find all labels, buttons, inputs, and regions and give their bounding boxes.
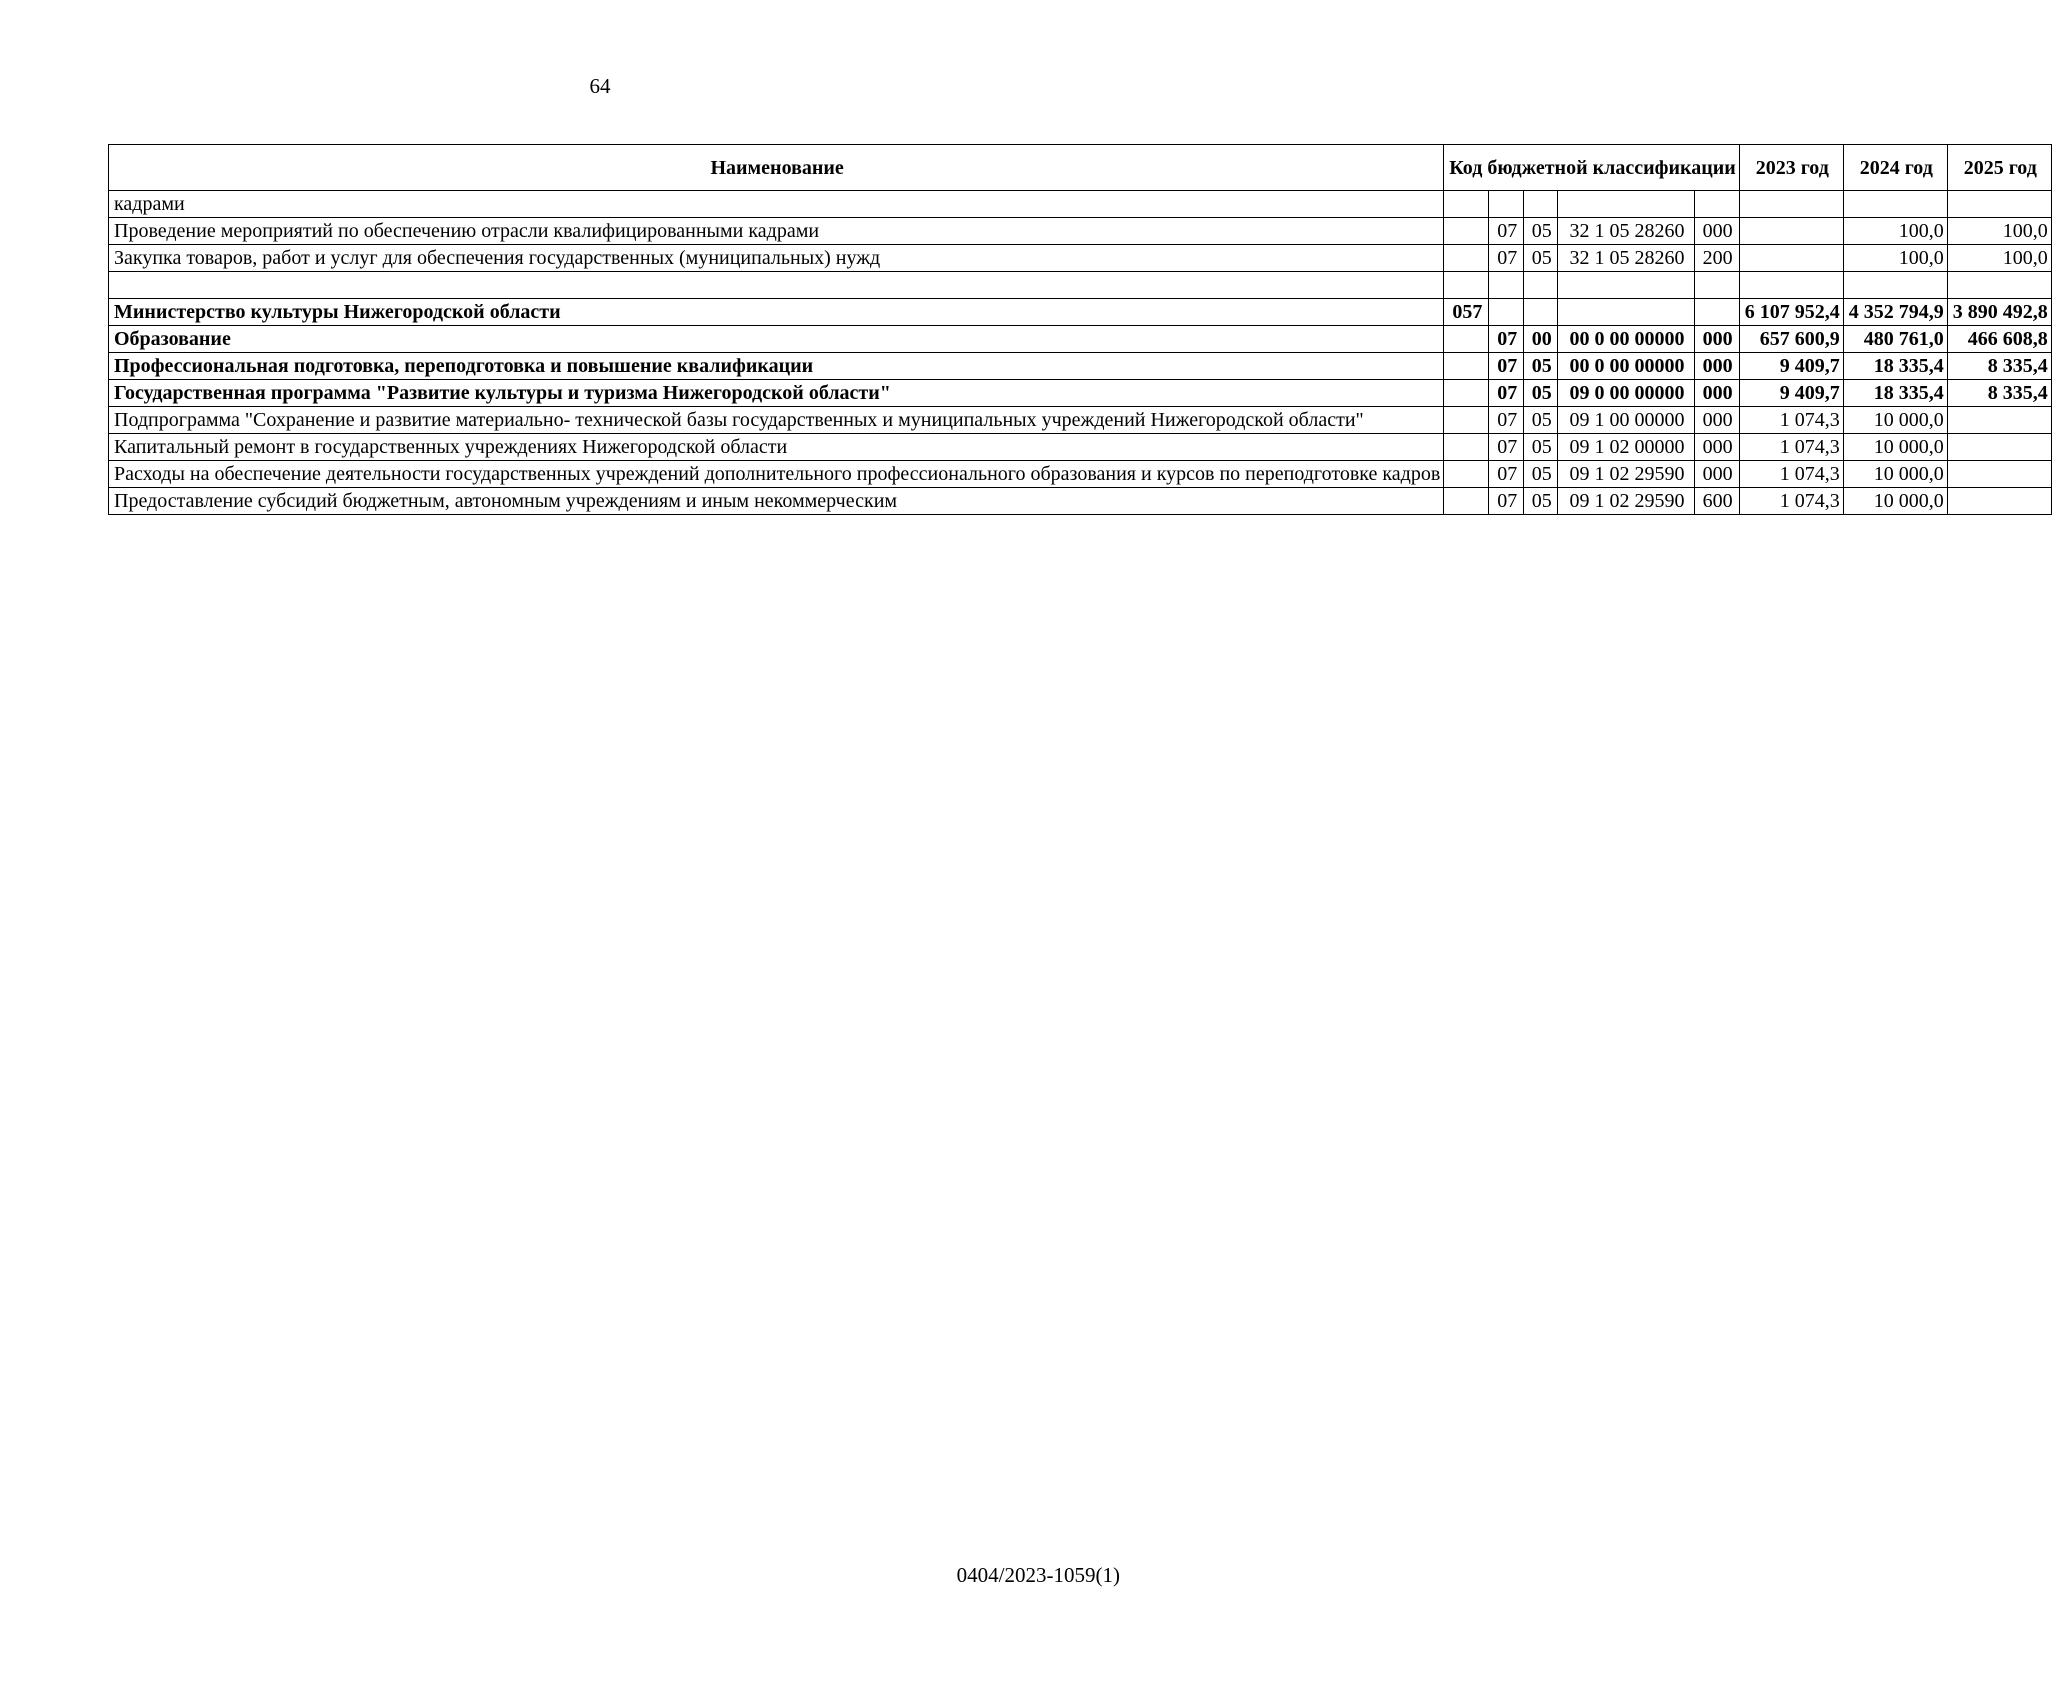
row-pr: 05	[1523, 218, 1558, 245]
row-csr: 09 1 02 29590	[1558, 488, 1694, 515]
table-row	[109, 191, 2052, 218]
row-name: Капитальный ремонт в государственных учреждениях Нижегородской области	[109, 434, 1444, 461]
row-pr: 05	[1523, 380, 1558, 407]
row-ved	[1444, 353, 1489, 380]
row-name	[109, 272, 1444, 299]
row-2023	[1739, 272, 1843, 299]
table-row	[109, 461, 2052, 488]
row-name: Закупка товаров, работ и услуг для обеспечения государственных (муниципальных) нужд	[109, 245, 1444, 272]
row-pr	[1523, 272, 1558, 299]
row-csr: 09 1 00 00000	[1558, 407, 1694, 434]
row-2025: 3 890 492,8	[1947, 299, 2051, 326]
table-row	[109, 245, 2052, 272]
row-name: кадрами	[109, 191, 1444, 218]
row-2025	[1947, 488, 2051, 515]
table-row	[109, 353, 2052, 380]
row-vr: 000	[1694, 407, 1739, 434]
row-vr	[1694, 272, 1739, 299]
row-rz: 07	[1489, 353, 1524, 380]
document-id: 0404/2023-1059(1)	[956, 1563, 1120, 1587]
row-2025	[1947, 272, 2051, 299]
row-2024	[1843, 191, 1947, 218]
row-vr: 600	[1694, 488, 1739, 515]
row-vr: 000	[1694, 218, 1739, 245]
row-ved	[1444, 407, 1489, 434]
row-pr: 00	[1523, 326, 1558, 353]
row-pr	[1523, 191, 1558, 218]
row-csr: 09 1 02 00000	[1558, 434, 1694, 461]
row-2023	[1739, 218, 1843, 245]
row-2025: 8 335,4	[1947, 380, 2051, 407]
row-csr	[1558, 272, 1694, 299]
table-row	[109, 407, 2052, 434]
row-rz: 07	[1489, 434, 1524, 461]
row-pr	[1523, 299, 1558, 326]
row-name: Государственная программа "Развитие культуры и туризма Нижегородской области"	[109, 380, 1444, 407]
row-2025	[1947, 434, 2051, 461]
row-2024: 18 335,4	[1843, 353, 1947, 380]
row-rz: 07	[1489, 326, 1524, 353]
row-name: Расходы на обеспечение деятельности государственных учреждений дополнительного профессионального образования и курсов по переподготовке кадров	[109, 461, 1444, 488]
header-code: Код бюджетной классификации	[1444, 145, 1739, 191]
row-pr: 05	[1523, 353, 1558, 380]
row-2024: 18 335,4	[1843, 380, 1947, 407]
row-csr: 09 0 00 00000	[1558, 380, 1694, 407]
table-header-row	[109, 145, 2052, 191]
row-2023	[1739, 245, 1843, 272]
row-2023: 6 107 952,4	[1739, 299, 1843, 326]
row-vr: 000	[1694, 434, 1739, 461]
row-name: Подпрограмма "Сохранение и развитие материально- технической базы государственных и муниципальных учреждений Нижегородской области"	[109, 407, 1444, 434]
row-ved	[1444, 461, 1489, 488]
row-ved	[1444, 434, 1489, 461]
table-row	[109, 434, 2052, 461]
row-pr: 05	[1523, 461, 1558, 488]
table-row	[109, 218, 2052, 245]
row-name: Профессиональная подготовка, переподготовка и повышение квалификации	[109, 353, 1444, 380]
row-rz: 07	[1489, 245, 1524, 272]
row-csr: 00 0 00 00000	[1558, 353, 1694, 380]
row-rz	[1489, 191, 1524, 218]
row-rz	[1489, 272, 1524, 299]
row-2023: 1 074,3	[1739, 488, 1843, 515]
row-csr	[1558, 299, 1694, 326]
row-rz: 07	[1489, 218, 1524, 245]
row-pr: 05	[1523, 245, 1558, 272]
row-pr: 05	[1523, 434, 1558, 461]
row-name: Образование	[109, 326, 1444, 353]
row-csr: 32 1 05 28260	[1558, 218, 1694, 245]
row-2025: 100,0	[1947, 218, 2051, 245]
row-pr: 05	[1523, 488, 1558, 515]
row-2024: 4 352 794,9	[1843, 299, 1947, 326]
row-vr	[1694, 191, 1739, 218]
row-rz: 07	[1489, 488, 1524, 515]
table-row	[109, 488, 2052, 515]
row-vr	[1694, 299, 1739, 326]
row-csr: 09 1 02 29590	[1558, 461, 1694, 488]
row-ved	[1444, 380, 1489, 407]
row-rz	[1489, 299, 1524, 326]
row-2024: 480 761,0	[1843, 326, 1947, 353]
row-2025: 8 335,4	[1947, 353, 2051, 380]
row-2024: 100,0	[1843, 218, 1947, 245]
row-2025	[1947, 407, 2051, 434]
row-2023: 1 074,3	[1739, 407, 1843, 434]
row-2024: 10 000,0	[1843, 407, 1947, 434]
table-row	[109, 326, 2052, 353]
row-2023: 9 409,7	[1739, 380, 1843, 407]
budget-table	[108, 144, 2052, 515]
table-row	[109, 299, 2052, 326]
row-2025: 466 608,8	[1947, 326, 2051, 353]
row-2024: 100,0	[1843, 245, 1947, 272]
row-csr	[1558, 191, 1694, 218]
row-vr: 000	[1694, 461, 1739, 488]
row-ved	[1444, 272, 1489, 299]
row-2024: 10 000,0	[1843, 488, 1947, 515]
row-2024	[1843, 272, 1947, 299]
row-ved	[1444, 488, 1489, 515]
row-2023: 1 074,3	[1739, 461, 1843, 488]
row-pr: 05	[1523, 407, 1558, 434]
row-2025	[1947, 461, 2051, 488]
row-vr: 000	[1694, 326, 1739, 353]
row-name: Министерство культуры Нижегородской области	[109, 299, 1444, 326]
row-rz: 07	[1489, 407, 1524, 434]
header-2025: 2025 год	[1947, 145, 2051, 191]
header-2023: 2023 год	[1739, 145, 1843, 191]
row-csr: 32 1 05 28260	[1558, 245, 1694, 272]
row-vr: 000	[1694, 353, 1739, 380]
row-2023: 1 074,3	[1739, 434, 1843, 461]
row-vr: 200	[1694, 245, 1739, 272]
row-2024: 10 000,0	[1843, 461, 1947, 488]
row-2023	[1739, 191, 1843, 218]
row-2023: 9 409,7	[1739, 353, 1843, 380]
row-ved	[1444, 191, 1489, 218]
page-number: 64	[589, 74, 611, 98]
row-ved	[1444, 326, 1489, 353]
row-2023: 657 600,9	[1739, 326, 1843, 353]
row-ved	[1444, 218, 1489, 245]
row-2025: 100,0	[1947, 245, 2051, 272]
row-name: Предоставление субсидий бюджетным, автономным учреждениям и иным некоммерческим	[109, 488, 1444, 515]
row-rz: 07	[1489, 461, 1524, 488]
header-name: Наименование	[109, 145, 1444, 191]
row-2024: 10 000,0	[1843, 434, 1947, 461]
row-vr: 000	[1694, 380, 1739, 407]
row-rz: 07	[1489, 380, 1524, 407]
row-ved: 057	[1444, 299, 1489, 326]
row-name: Проведение мероприятий по обеспечению отрасли квалифицированными кадрами	[109, 218, 1444, 245]
row-ved	[1444, 245, 1489, 272]
table-row	[109, 380, 2052, 407]
table-row-empty	[109, 272, 2052, 299]
row-csr: 00 0 00 00000	[1558, 326, 1694, 353]
header-2024: 2024 год	[1843, 145, 1947, 191]
row-2025	[1947, 191, 2051, 218]
